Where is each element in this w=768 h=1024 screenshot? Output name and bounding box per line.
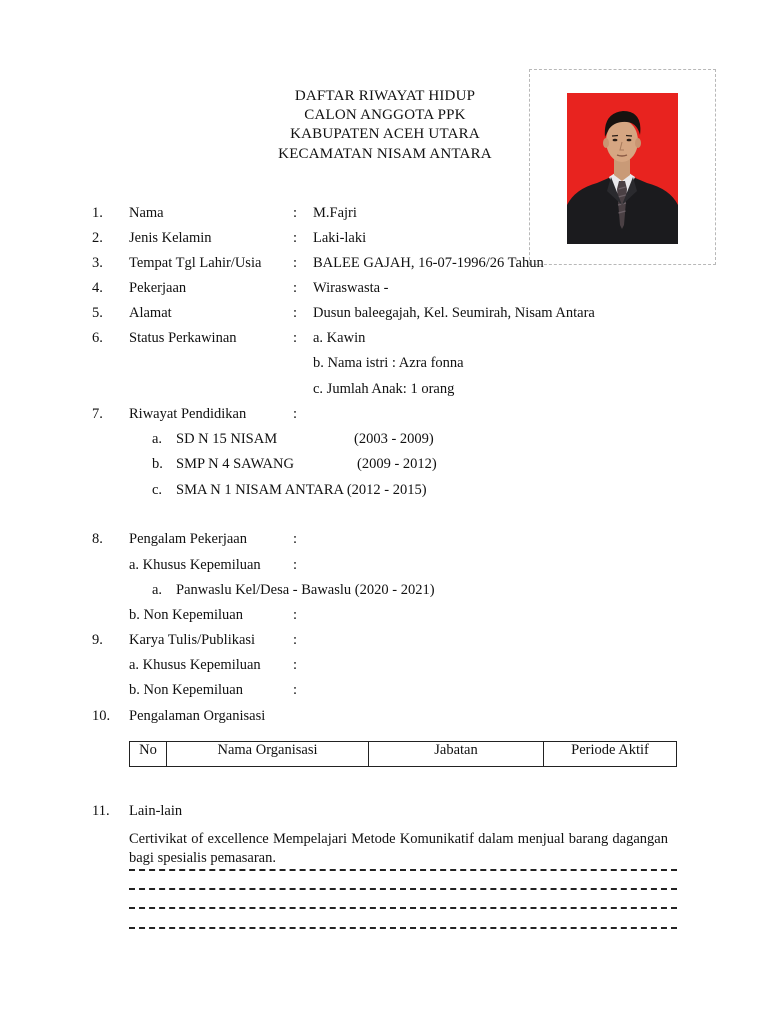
other-description: Certivikat of excellence Mempelajari Metode Komunikatif dalam menjual barang dagangan bagi spesialis pemasaran. bbox=[129, 831, 668, 866]
organization-table bbox=[129, 741, 677, 767]
education-school: SMA N 1 NISAM ANTARA (2012 - 2015) bbox=[176, 482, 427, 498]
value-nama-istri: b. Nama istri : Azra fonna bbox=[313, 355, 464, 371]
table-header-no: No bbox=[130, 742, 167, 767]
label-lain-lain: Lain-lain bbox=[129, 803, 183, 819]
colon: : bbox=[293, 531, 298, 547]
item-number: 5. bbox=[92, 305, 103, 321]
item-number: 1. bbox=[92, 205, 103, 221]
education-letter: b. bbox=[152, 456, 163, 472]
item-number: 6. bbox=[92, 330, 103, 346]
colon: : bbox=[293, 557, 298, 573]
item-number: 3. bbox=[92, 255, 103, 271]
colon: : bbox=[293, 205, 298, 221]
label-nama: Nama bbox=[129, 205, 164, 221]
table-header-nama-organisasi: Nama Organisasi bbox=[167, 742, 369, 767]
colon: : bbox=[293, 230, 298, 246]
document-region: KABUPATEN ACEH UTARA bbox=[290, 126, 480, 142]
label-pekerjaan: Pekerjaan bbox=[129, 280, 187, 296]
colon: : bbox=[293, 330, 298, 346]
label-pengalaman-organisasi: Pengalaman Organisasi bbox=[129, 708, 266, 724]
dashed-line bbox=[129, 888, 677, 890]
table-header-row bbox=[130, 742, 677, 767]
education-school: SD N 15 NISAM bbox=[176, 431, 278, 447]
label-karya-tulis: Karya Tulis/Publikasi bbox=[129, 632, 256, 648]
label-jenis-kelamin: Jenis Kelamin bbox=[129, 230, 212, 246]
value-status-kawin: a. Kawin bbox=[313, 330, 366, 346]
label-riwayat-pendidikan: Riwayat Pendidikan bbox=[129, 406, 247, 422]
work-item: Panwaslu Kel/Desa - Bawaslu (2020 - 2021) bbox=[176, 582, 435, 598]
label-tempat-tgl-lahir: Tempat Tgl Lahir/Usia bbox=[129, 255, 262, 271]
colon: : bbox=[293, 406, 298, 422]
colon: : bbox=[293, 682, 298, 698]
colon: : bbox=[293, 657, 298, 673]
label-khusus-kepemiluan: a. Khusus Kepemiluan bbox=[129, 657, 261, 673]
value-tempat-tgl-lahir: BALEE GAJAH, 16-07-1996/26 Tahun bbox=[313, 255, 544, 271]
education-letter: a. bbox=[152, 431, 163, 447]
colon: : bbox=[293, 280, 298, 296]
document-title: DAFTAR RIWAYAT HIDUP bbox=[294, 88, 476, 104]
portrait-image bbox=[567, 93, 678, 244]
education-period: (2009 - 2012) bbox=[357, 456, 437, 472]
education-period: (2003 - 2009) bbox=[354, 431, 434, 447]
label-alamat: Alamat bbox=[129, 305, 172, 321]
value-jenis-kelamin: Laki-laki bbox=[313, 230, 367, 246]
item-number: 8. bbox=[92, 531, 103, 547]
value-alamat: Dusun baleegajah, Kel. Seumirah, Nisam Antara bbox=[313, 305, 595, 321]
education-letter: c. bbox=[152, 482, 163, 498]
item-number: 2. bbox=[92, 230, 103, 246]
item-number: 7. bbox=[92, 406, 103, 422]
item-number: 11. bbox=[92, 803, 110, 819]
item-number: 4. bbox=[92, 280, 103, 296]
label-khusus-kepemiluan: a. Khusus Kepemiluan bbox=[129, 557, 261, 573]
applicant-photo bbox=[567, 93, 678, 244]
dashed-line bbox=[129, 869, 677, 871]
label-status-perkawinan: Status Perkawinan bbox=[129, 330, 237, 346]
label-pengalaman-pekerjaan: Pengalam Pekerjaan bbox=[129, 531, 247, 547]
document-subtitle: CALON ANGGOTA PPK bbox=[304, 107, 466, 123]
work-letter: a. bbox=[152, 582, 163, 598]
item-number: 9. bbox=[92, 632, 103, 648]
table-header-jabatan: Jabatan bbox=[369, 742, 544, 767]
value-nama: M.Fajri bbox=[313, 205, 357, 221]
table-header-periode-aktif: Periode Aktif bbox=[544, 742, 677, 767]
item-number: 10. bbox=[92, 708, 111, 724]
label-non-kepemiluan: b. Non Kepemiluan bbox=[129, 607, 243, 623]
colon: : bbox=[293, 305, 298, 321]
document-district: KECAMATAN NISAM ANTARA bbox=[278, 146, 492, 162]
education-school: SMP N 4 SAWANG bbox=[176, 456, 294, 472]
colon: : bbox=[293, 632, 298, 648]
colon: : bbox=[293, 255, 298, 271]
label-non-kepemiluan: b. Non Kepemiluan bbox=[129, 682, 243, 698]
dashed-line bbox=[129, 927, 677, 929]
colon: : bbox=[293, 607, 298, 623]
dashed-line bbox=[129, 907, 677, 909]
value-jumlah-anak: c. Jumlah Anak: 1 orang bbox=[313, 381, 455, 397]
value-pekerjaan: Wiraswasta - bbox=[313, 280, 389, 296]
